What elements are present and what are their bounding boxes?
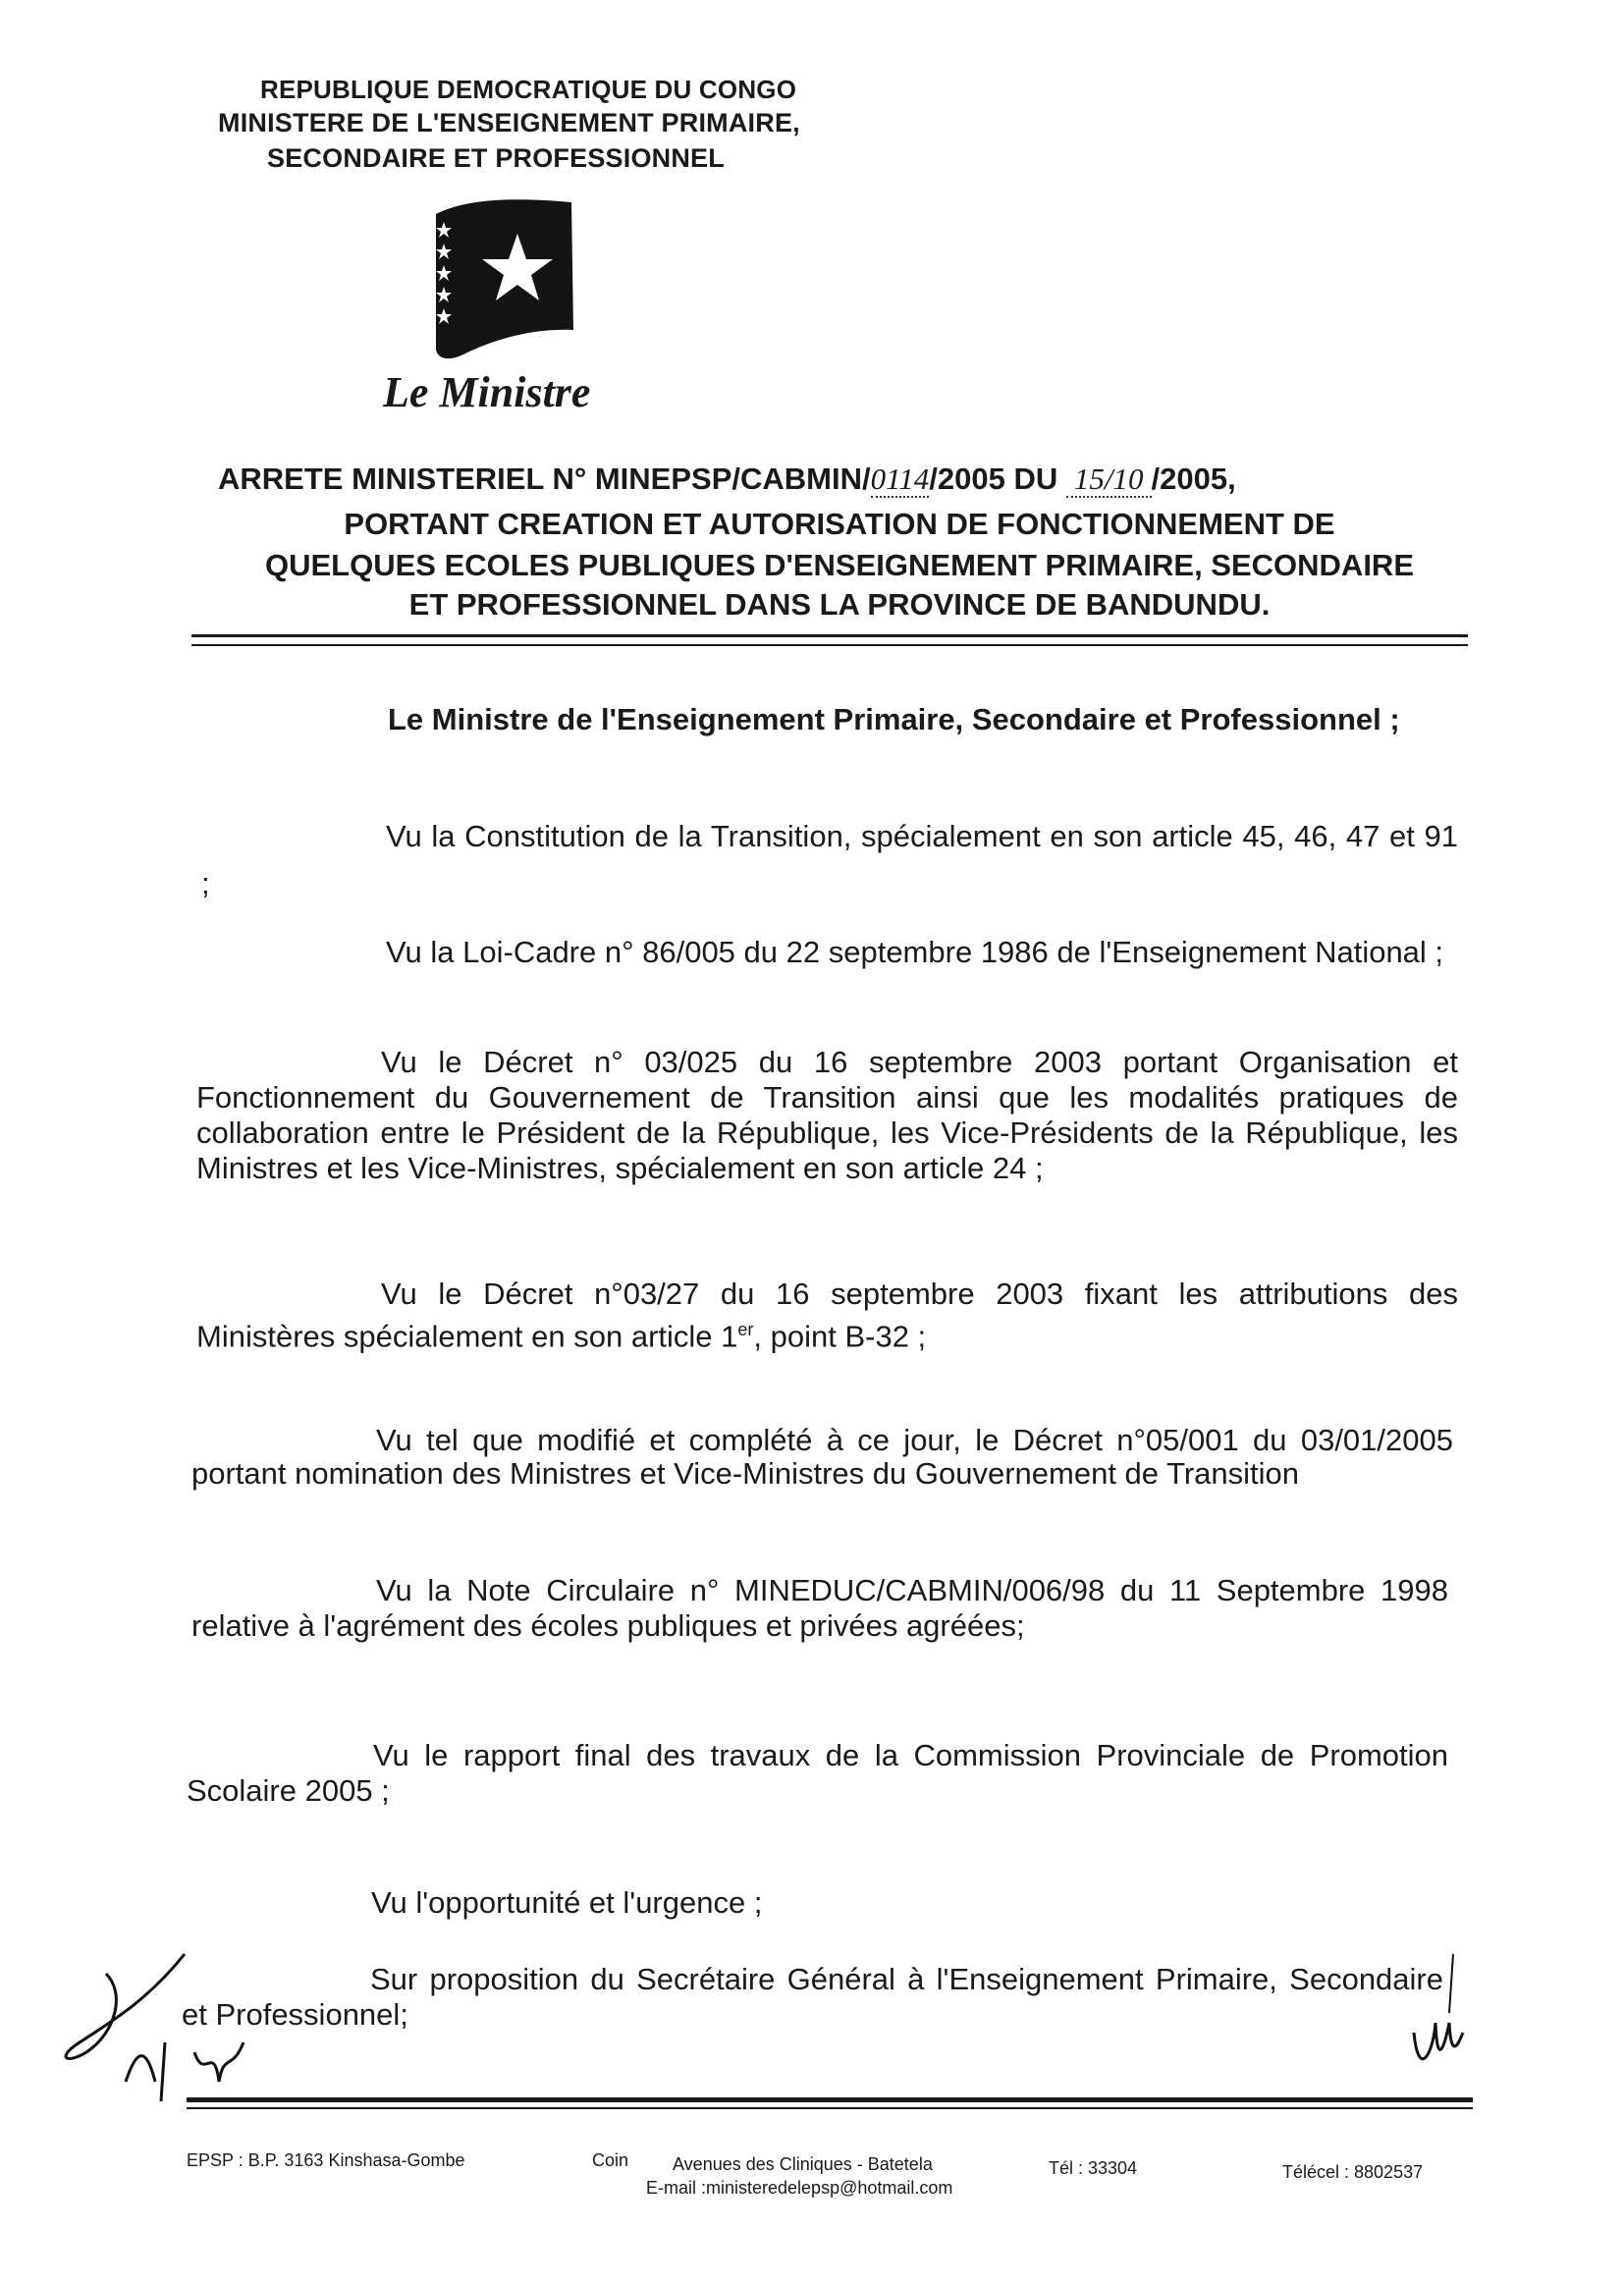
footer-address: EPSP : B.P. 3163 Kinshasa-Gombe — [187, 2150, 465, 2170]
preamble-loi-cadre: Vu la Loi-Cadre n° 86/005 du 22 septembre 1986 de l'Enseignement National ; — [386, 935, 1444, 969]
footer-email: E-mail :ministeredelepsp@hotmail.com — [646, 2178, 953, 2198]
preamble-decret-03-025: Vu le Décret n° 03/025 du 16 septembre 2003 portant Organisation et Fonctionnement du Gouvernement de Transition ainsi que les modalités pratiques de collaboration entre le Président de la République, les Vice-Présidents de la République, les Ministres et les Vice-Ministres, spécialement en son article 24 ; — [196, 1045, 1458, 1185]
footer-coin: Coin — [592, 2150, 629, 2170]
decree-number-handwritten: 0114 — [870, 462, 930, 496]
decree-title-line3: QUELQUES ECOLES PUBLIQUES D'ENSEIGNEMENT PRIMAIRE, SECONDAIRE — [264, 548, 1414, 582]
decree-title-prefix: ARRETE MINISTERIEL N° MINEPSP/CABMIN/ — [218, 462, 871, 496]
preamble-rapport-final: Vu le rapport final des travaux de la Commission Provinciale de Promotion Scolaire 2005 ; — [187, 1738, 1448, 1808]
preamble-intro: Le Ministre de l'Enseignement Primaire, Secondaire et Professionnel ; — [388, 702, 1400, 736]
preamble-note-circulaire: Vu la Note Circulaire n° MINEDUC/CABMIN/006/98 du 11 Septembre 1998 relative à l'agrément des écoles publiques et privées agréées; — [191, 1573, 1448, 1643]
decree-title-mid: /2005 DU — [929, 462, 1066, 496]
header-department: SECONDAIRE ET PROFESSIONNEL — [267, 143, 725, 173]
decree-title-line2: PORTANT CREATION ET AUTORISATION DE FONCTIONNEMENT DE — [344, 507, 1335, 541]
footer-divider-bottom — [187, 2107, 1473, 2109]
footer-avenue: Avenues des Cliniques - Batetela — [673, 2154, 933, 2174]
decree-date-handwritten: 15/10 — [1066, 462, 1152, 498]
header-ministry: MINISTERE DE L'ENSEIGNEMENT PRIMAIRE, — [218, 108, 800, 137]
footer-telephone: Tél : 33304 — [1049, 2158, 1138, 2178]
initials-right-signature-icon — [1394, 1944, 1473, 2092]
decret-03-27-point: , point B-32 ; — [753, 1319, 927, 1354]
initials-left-signature-icon — [47, 1934, 263, 2111]
decree-title-line4: ET PROFESSIONNEL DANS LA PROVINCE DE BANDUNDU. — [408, 587, 1271, 622]
preamble-opportunite: Vu l'opportunité et l'urgence ; — [371, 1885, 763, 1920]
preamble-constitution: Vu la Constitution de la Transition, spécialement en son article 45, 46, 47 et 91 ; — [201, 819, 1458, 900]
footer-telecel: Télécel : 8802537 — [1282, 2162, 1424, 2182]
decret-03-27-text: Vu le Décret n°03/27 du 16 septembre 2003 fixant les attributions des Ministères spécialement en son article 1 — [196, 1277, 1458, 1354]
title-divider-bottom — [191, 644, 1468, 646]
flag-emblem-icon — [424, 192, 581, 364]
preamble-decret-03-27 — [196, 1277, 1458, 1354]
header-republic: REPUBLIQUE DEMOCRATIQUE DU CONGO — [260, 75, 797, 104]
decree-title-line1 — [218, 462, 1236, 497]
preamble-decret-05-001: Vu tel que modifié et complété à ce jour, le Décret n°05/001 du 03/01/2005 portant nomination des Ministres et Vice-Ministres du Gouvernement de Transition — [191, 1423, 1453, 1491]
minister-label: Le Ministre — [383, 368, 591, 416]
decret-03-27-superscript: er — [737, 1320, 754, 1339]
title-divider-top — [191, 634, 1468, 637]
decree-title-suffix: /2005, — [1151, 462, 1236, 496]
footer-divider-top — [187, 2097, 1473, 2102]
preamble-proposition: Sur proposition du Secrétaire Général à l'Enseignement Primaire, Secondaire et Professionnel; — [182, 1962, 1443, 2032]
